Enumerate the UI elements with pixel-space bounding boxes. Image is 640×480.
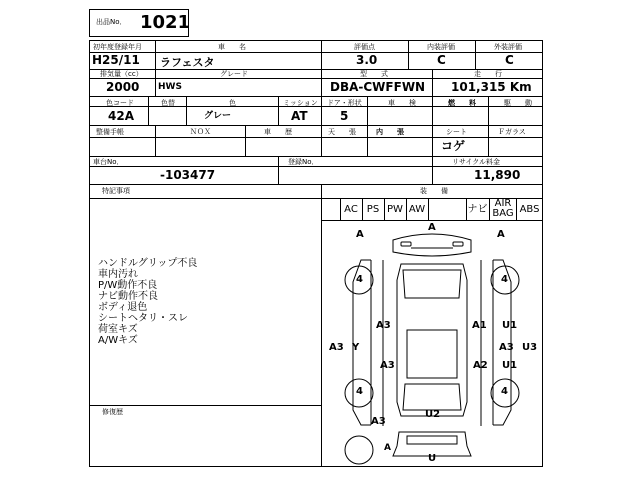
lot-number-label: 出品No． [96, 18, 127, 26]
remarks-label: 特記事項 [102, 187, 130, 195]
displacement-label: 排気量（cc） [100, 70, 143, 78]
mark-left-y: Y [352, 342, 360, 353]
mark-front-right: A [497, 229, 505, 240]
color-code-label: 色コード [106, 99, 134, 107]
seat-label: シート [446, 128, 467, 136]
mission-value: AT [291, 109, 308, 123]
interior-lining-label: 内 張 [376, 128, 404, 136]
equipment-ac: AC [344, 204, 358, 215]
mark-front-left: A [356, 229, 364, 240]
mark-rear-u2: U2 [425, 409, 441, 420]
exterior-grade-value: C [505, 53, 514, 67]
equipment-abs: ABS [519, 204, 540, 215]
fuel-label: 燃 料 [448, 99, 476, 107]
remark-line: P/W動作不良 [98, 280, 158, 291]
mark-rear-a3: A3 [371, 416, 386, 427]
registration-label: 登録No． [288, 158, 319, 166]
equipment-airbag: AIR BAG [492, 198, 514, 219]
lot-number-value: 1021 [140, 12, 191, 33]
model-value: DBA-CWFFWN [330, 80, 426, 94]
color-value: グレー [204, 111, 232, 121]
recycle-value: 11,890 [474, 168, 521, 182]
year-value: H25/11 [92, 53, 140, 67]
remark-line: シートヘタリ・スレ [98, 313, 188, 324]
mark-right-a2: A2 [473, 360, 488, 371]
door-value: 5 [340, 109, 349, 123]
remark-line: 荷室キズ [98, 324, 138, 335]
roof-label: 天 張 [328, 128, 356, 136]
mark-front-top: A [428, 222, 436, 233]
mark-left-a3-side: A3 [329, 342, 344, 353]
displacement-value: 2000 [106, 80, 140, 94]
score-value: 3.0 [356, 53, 378, 67]
equipment-ps: PS [366, 204, 380, 215]
score-label: 評価点 [354, 43, 375, 51]
remark-line: 車内汚れ [98, 269, 138, 280]
fglass-label: Ｆガラス [498, 128, 526, 136]
nox-label: ＮＯＸ [190, 128, 211, 136]
repair-history-label: 修復歴 [102, 408, 123, 416]
drive-label: 駆 動 [504, 99, 532, 107]
mark-rear-u: U [428, 453, 437, 464]
chassis-label: 車台No． [93, 158, 124, 166]
color-label: 色 [229, 99, 236, 107]
seat-value: コゲ [441, 139, 466, 153]
recycle-label: リサイクル料金 [452, 158, 501, 166]
interior-grade-value: C [437, 53, 446, 67]
mark-rear-a: A [384, 443, 391, 453]
mark-right-u3: U3 [522, 342, 538, 353]
mileage-value: 101,315 Km [451, 80, 532, 94]
mileage-label: 走 行 [474, 70, 502, 78]
chassis-value: -103477 [160, 168, 216, 182]
exterior-grade-label: 外装評価 [494, 43, 522, 51]
mark-wheel-rl: 4 [356, 386, 363, 397]
equipment-label: 装 備 [420, 187, 448, 195]
color-change-label: 色替 [161, 99, 175, 107]
equipment-navi: ナビ [467, 204, 488, 215]
equipment-pw: PW [387, 204, 403, 215]
remark-line: ハンドルグリップ不良 [98, 258, 198, 269]
mark-left-a3-upper: A3 [376, 320, 391, 331]
mark-wheel-fr: 4 [501, 274, 508, 285]
history-label: 車 歴 [264, 128, 292, 136]
door-label: ドア・形状 [327, 99, 362, 107]
manual-label: 整備手帳 [96, 128, 124, 136]
mark-right-a3: A3 [499, 342, 514, 353]
interior-grade-label: 内装評価 [427, 43, 455, 51]
name-value: ラフェスタ [160, 56, 215, 69]
remark-line: ナビ動作不良 [98, 291, 158, 302]
mark-right-u1-upper: U1 [502, 320, 518, 331]
grade-label: グレード [220, 70, 248, 78]
mark-wheel-rr: 4 [501, 386, 508, 397]
mark-right-a1: A1 [472, 320, 487, 331]
year-label: 初年度登録年月 [93, 43, 142, 51]
name-label: 車 名 [218, 43, 246, 51]
inspection-label: 車 検 [388, 99, 416, 107]
remark-line: ボディ退色 [98, 302, 148, 313]
mark-left-a3-lower: A3 [380, 360, 395, 371]
mission-label: ミッション [283, 99, 318, 107]
mark-wheel-fl: 4 [356, 274, 363, 285]
mark-right-u1-lower: U1 [502, 360, 518, 371]
color-code-value: 42A [108, 109, 134, 123]
model-label: 型 式 [360, 70, 388, 78]
remark-line: A/Wキズ [98, 335, 138, 346]
grade-value: HWS [158, 82, 182, 92]
equipment-aw: AW [408, 204, 426, 215]
